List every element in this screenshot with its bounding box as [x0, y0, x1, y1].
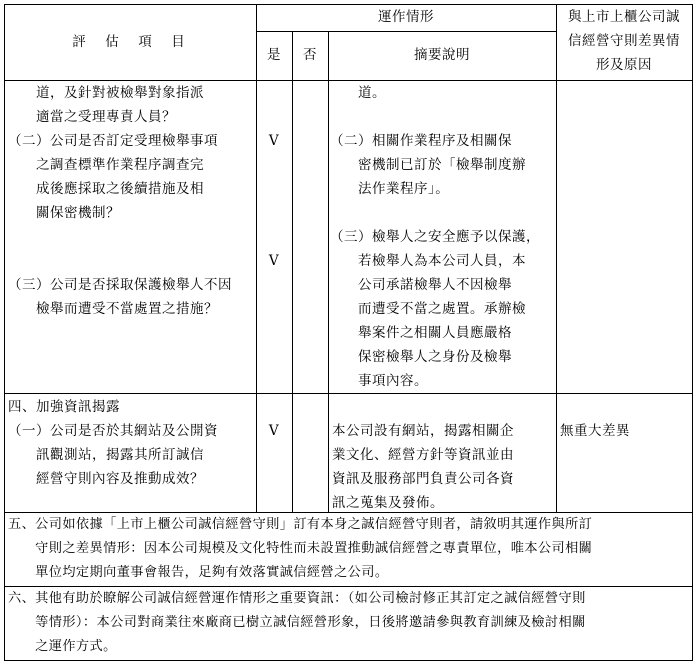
row1-item-text: 道，及針對被檢舉對象指派 適當之受理專責人員？ （二）公司是否訂定受理檢舉事項 之調查標準作業程序調查完 成後應採取之後續措施及相 關保密機制？ （三）公司是否採取保護檢舉人不因 檢舉而遭受不當處置之措施？ — [8, 85, 232, 317]
header-yes: 是 — [267, 47, 281, 63]
header-item-column: 評 估 項 目 — [72, 34, 188, 50]
row2-diff: 無重大差異 — [560, 423, 630, 439]
row2-item-text: 四、加強資訊揭露 （一）公司是否於其網站及公開資 訊觀測站，揭露其所訂誠信 經營守則內容及推動成效？ — [8, 399, 218, 487]
header-operation: 運作情形 — [378, 9, 434, 25]
row2-yes-mark: V — [268, 423, 280, 439]
header-diff: 與上市上櫃公司誠 信經營守則差異情 形及原因 — [568, 9, 680, 73]
row4-text: 六、其他有助於瞭解公司誠信經營運作情形之重要資訊：（如公司檢討修正其訂定之誠信經營守則 等情形）：本公司對商業往來廠商已樹立誠信經營形象，日後將邀請參與教育訓練及檢討相關 之運作方式。 — [8, 591, 586, 654]
header-no: 否 — [303, 47, 317, 63]
row2-summary-text: 本公司設有網站，揭露相關企 業文化、經營方針等資訊並由 資訊及服務部門負責公司各資 訊之蒐集及發佈。 — [332, 423, 514, 511]
row3-text: 五、公司如依據「上市上櫃公司誠信經營守則」訂有本身之誠信經營守則者，請敘明其運作與所訂 守則之差異情形：因本公司規模及文化特性而未設置推動誠信經營之專責單位，唯本公司相關 單位均定期向董事會報告，足夠有效落實誠信經營之公司。 — [8, 517, 593, 580]
row1-summary-text: 道。 （二）相關作業程序及相關保 密機制已訂於「檢舉制度辦 法作業程序」。 （三）檢舉人之安全應予以保護， 若檢舉人為本公司人員，本 公司承諾檢舉人不因檢舉 而遭受不當之處置。承辦檢 舉案件之相關人員應嚴格 保密檢舉人之身份及檢舉 事項內容。 — [330, 85, 540, 389]
row1-yes-mark-2: V — [268, 133, 280, 149]
row1-yes-mark-3: V — [268, 253, 280, 269]
header-summary: 摘要說明 — [414, 47, 470, 63]
